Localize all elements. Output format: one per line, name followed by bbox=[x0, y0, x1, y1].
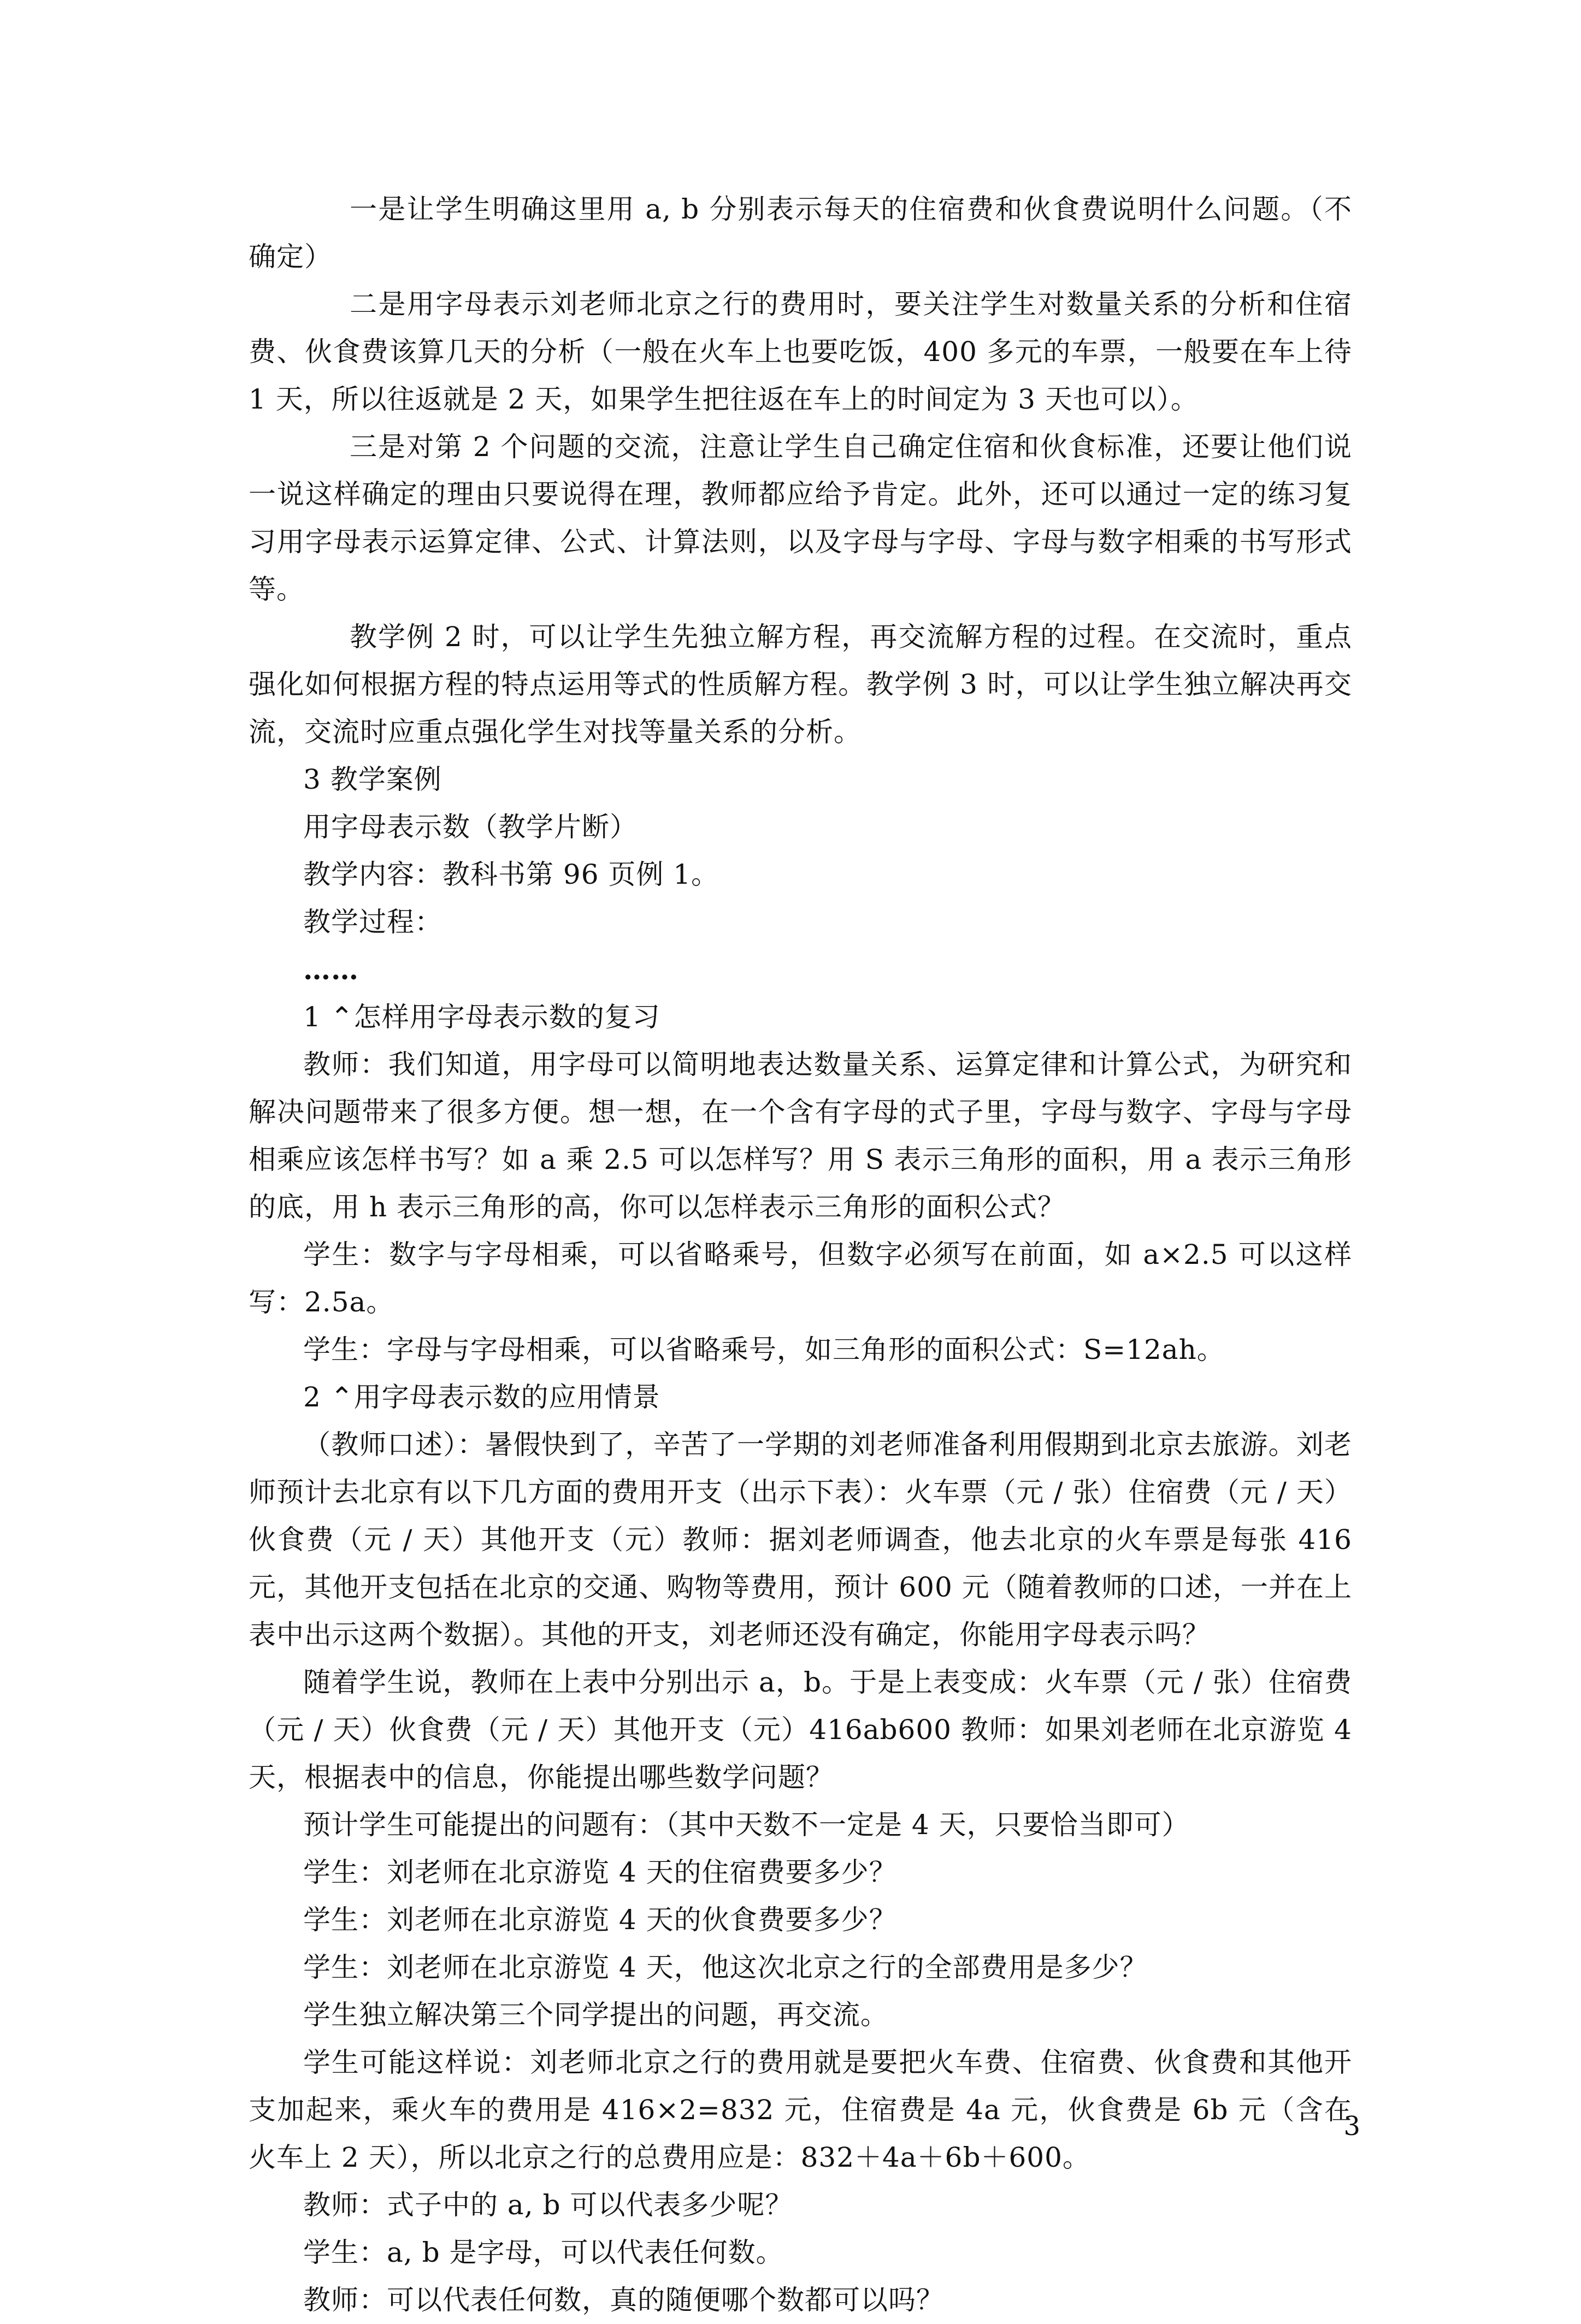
paragraph: 2 ⌃用字母表示数的应用情景 bbox=[303, 1381, 660, 1413]
paragraph: 学生：刘老师在北京游览 4 天，他这次北京之行的全部费用是多少？ bbox=[303, 1952, 1148, 1983]
paragraph: 学生：a, b 是字母，可以代表任何数。 bbox=[303, 2237, 784, 2268]
paragraph: 学生：数字与字母相乘，可以省略乘号，但数字必须写在前面，如 a×2.5 可以这样写：2.5a。 bbox=[249, 1239, 1352, 1318]
paragraph: 教师：式子中的 a, b 可以代表多少呢？ bbox=[303, 2189, 793, 2221]
paragraph: 二是用字母表示刘老师北京之行的费用时，要关注学生对数量关系的分析和住宿费、伙食费该算几天的分析（一般在火车上也要吃饭，400 多元的车票，一般要在车上待 1 天，所以往返就是 2 天，如果学生把往返在车上的时间定为 3 天也可以）。 bbox=[249, 288, 1352, 415]
paragraph: 一是让学生明确这里用 a, b 分别表示每天的住宿费和伙食费说明什么问题。（不确定） bbox=[249, 193, 1352, 273]
paragraph: …… bbox=[303, 954, 359, 986]
page-number: 3 bbox=[1343, 2111, 1360, 2142]
paragraph: 学生可能这样说：刘老师北京之行的费用就是要把火车费、住宿费、伙食费和其他开支加起来，乘火车的费用是 416×2=832 元，住宿费是 4a 元，伙食费是 6b 元（含在火车上 2 天），所以北京之行的总费用应是：832＋4a＋6b＋600。 bbox=[249, 2047, 1352, 2173]
paragraph: 三是对第 2 个问题的交流，注意让学生自己确定住宿和伙食标准，还要让他们说一说这样确定的理由只要说得在理，教师都应给予肯定。此外，还可以通过一定的练习复习用字母表示运算定律、公式、计算法则，以及字母与字母、字母与数字相乘的书写形式等。 bbox=[249, 431, 1352, 605]
paragraph: 学生：字母与字母相乘，可以省略乘号，如三角形的面积公式：S=12ah。 bbox=[303, 1334, 1225, 1365]
paragraph: 教师：可以代表任何数，真的随便哪个数都可以吗？ bbox=[303, 2284, 944, 2316]
paragraph: 随着学生说，教师在上表中分别出示 a，b。于是上表变成：火车票（元 / 张）住宿费（元 / 天）伙食费（元 / 天）其他开支（元）416ab600 教师：如果刘老师在北京游览 4 天，根据表中的信息，你能提出哪些数学问题？ bbox=[249, 1666, 1352, 1793]
paragraph: 教学过程： bbox=[303, 906, 443, 938]
paragraph: 教学内容：教科书第 96 页例 1。 bbox=[303, 859, 719, 890]
paragraph: 教学例 2 时，可以让学生先独立解方程，再交流解方程的过程。在交流时，重点强化如何根据方程的特点运用等式的性质解方程。教学例 3 时，可以让学生独立解决再交流，交流时应重点强化学生对找等量关系的分析。 bbox=[249, 621, 1352, 748]
body-text bbox=[249, 186, 1352, 2324]
paragraph: 学生独立解决第三个同学提出的问题，再交流。 bbox=[303, 1999, 888, 2031]
paragraph: 1 ⌃怎样用字母表示数的复习 bbox=[303, 1001, 660, 1033]
paragraph: （教师口述）：暑假快到了，辛苦了一学期的刘老师准备利用假期到北京去旅游。刘老师预计去北京有以下几方面的费用开支（出示下表）：火车票（元 / 张）住宿费（元 / 天）伙食费（元 / 天）其他开支（元）教师：据刘老师调查，他去北京的火车票是每张 416 元，其他开支包括在北京的交通、购物等费用，预计 600 元（随着教师的口述，一并在上表中出示这两个数据）。其他的开支，刘老师还没有确定，你能用字母表示吗？ bbox=[249, 1429, 1352, 1651]
paragraph: 学生：刘老师在北京游览 4 天的住宿费要多少？ bbox=[303, 1856, 897, 1888]
paragraph: 教师：我们知道，用字母可以简明地表达数量关系、运算定律和计算公式，为研究和解决问题带来了很多方便。想一想，在一个含有字母的式子里，字母与数字、字母与字母相乘应该怎样书写？如 a 乘 2.5 可以怎样写？用 S 表示三角形的面积，用 a 表示三角形的底，用 h 表示三角形的高，你可以怎样表示三角形的面积公式？ bbox=[249, 1049, 1352, 1223]
paragraph: 用字母表示数（教学片断） bbox=[303, 811, 638, 843]
paragraph: 3 教学案例 bbox=[303, 764, 442, 795]
paragraph: 学生：刘老师在北京游览 4 天的伙食费要多少？ bbox=[303, 1904, 897, 1936]
paragraph: 预计学生可能提出的问题有：（其中天数不一定是 4 天，只要恰当即可） bbox=[303, 1809, 1190, 1841]
